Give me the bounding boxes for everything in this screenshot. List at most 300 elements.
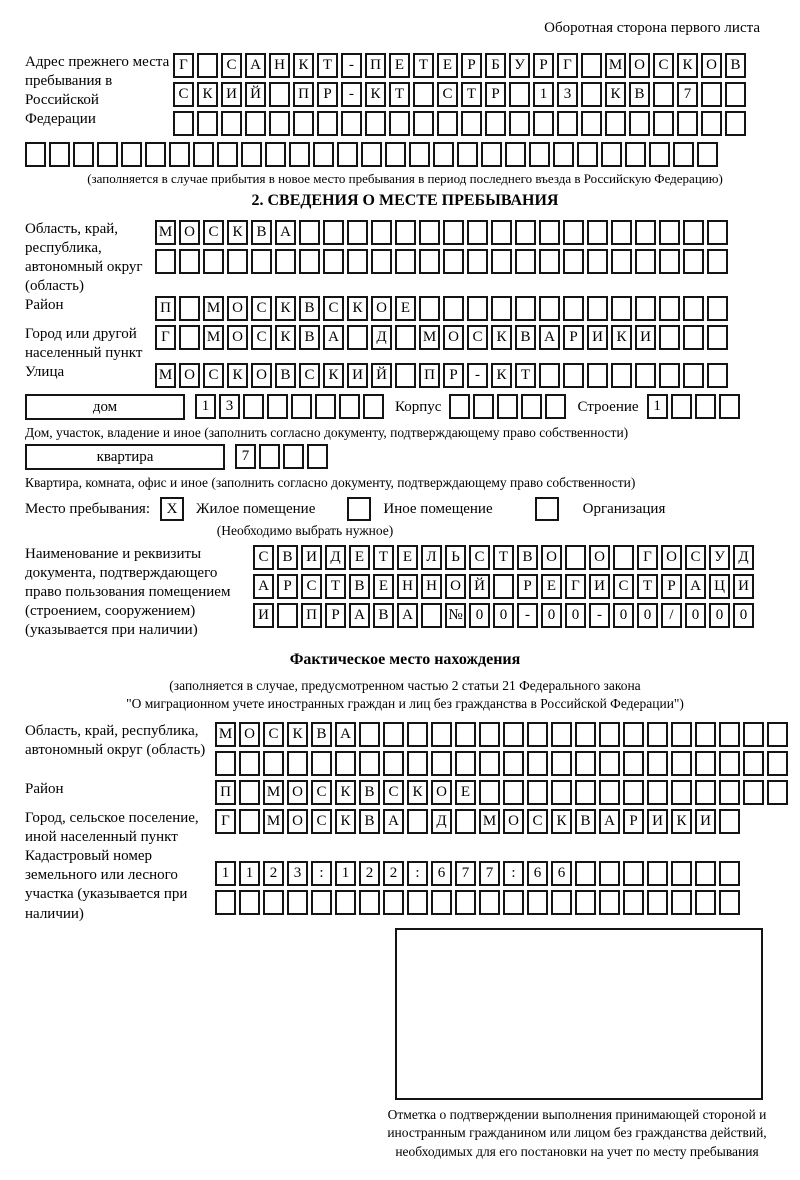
- char-box: С: [685, 545, 706, 570]
- char-box: [383, 722, 404, 747]
- char-box: И: [695, 809, 716, 834]
- char-box: №: [445, 603, 466, 628]
- char-box: [383, 751, 404, 776]
- char-box: [455, 751, 476, 776]
- prev-address-row2: [173, 82, 749, 107]
- char-box: П: [293, 82, 314, 107]
- char-box: Ь: [445, 545, 466, 570]
- char-box: [363, 394, 384, 419]
- char-box: [155, 249, 176, 274]
- char-box: [581, 82, 602, 107]
- field-prev-address: [25, 53, 785, 140]
- char-box: Р: [443, 363, 464, 388]
- char-box: Г: [565, 574, 586, 599]
- char-box: [551, 751, 572, 776]
- char-box: [701, 82, 722, 107]
- kadastr-label: Кадастровый номер земельного или лесного участка (указывается при наличии): [25, 848, 188, 922]
- char-box: Д: [431, 809, 452, 834]
- char-box: 1: [239, 861, 260, 886]
- char-box: [719, 861, 740, 886]
- char-box: Й: [371, 363, 392, 388]
- char-box: [719, 809, 740, 834]
- char-box: И: [647, 809, 668, 834]
- char-box: [695, 751, 716, 776]
- confirmation-stamp-caption: Отметка о подтверждении выполнения принимающей стороной и иностранным гражданином или лицом без гражданства действий, необходимых для его постановки на учет по месту пребывания: [387, 1106, 767, 1160]
- char-box: Т: [373, 545, 394, 570]
- char-box: [289, 142, 310, 167]
- char-box: [269, 111, 290, 136]
- factual-caption: [25, 677, 785, 715]
- field-gorod-factual: [25, 809, 785, 847]
- char-box: Й: [469, 574, 490, 599]
- raion-row: [155, 296, 731, 321]
- char-box: [743, 722, 764, 747]
- char-box: К: [551, 809, 572, 834]
- char-box: [509, 111, 530, 136]
- option-inoe-label: Иное помещение: [383, 500, 493, 517]
- char-box: К: [605, 82, 626, 107]
- char-box: [239, 890, 260, 915]
- char-box: Г: [557, 53, 578, 78]
- char-box: [563, 249, 584, 274]
- char-box: [671, 890, 692, 915]
- char-box: [659, 220, 680, 245]
- char-box: М: [215, 722, 236, 747]
- char-box: [515, 296, 536, 321]
- char-box: М: [155, 220, 176, 245]
- char-box: [467, 296, 488, 321]
- char-box: [449, 394, 470, 419]
- char-box: [503, 780, 524, 805]
- char-box: [395, 249, 416, 274]
- char-box: [505, 142, 526, 167]
- char-box: В: [515, 325, 536, 350]
- char-box: [243, 394, 264, 419]
- char-box: [275, 249, 296, 274]
- corner-note: Оборотная сторона первого листа: [544, 20, 760, 36]
- char-box: Г: [173, 53, 194, 78]
- char-box: 0: [541, 603, 562, 628]
- char-box: [263, 890, 284, 915]
- char-box: :: [503, 861, 524, 886]
- char-box: [311, 751, 332, 776]
- char-box: И: [589, 574, 610, 599]
- char-box: [339, 394, 360, 419]
- char-box: [623, 780, 644, 805]
- char-box: Т: [637, 574, 658, 599]
- char-box: [659, 249, 680, 274]
- char-box: А: [323, 325, 344, 350]
- oblast-factual-row2: [215, 751, 791, 776]
- dom-label-box: дом: [25, 394, 185, 420]
- char-box: [283, 444, 304, 469]
- doc-box-rows: [253, 545, 757, 632]
- char-box: [359, 722, 380, 747]
- char-box: [599, 751, 620, 776]
- char-box: [673, 142, 694, 167]
- field-doc: [25, 545, 785, 640]
- char-box: [251, 249, 272, 274]
- oblast-factual-box-rows: [215, 722, 791, 780]
- char-box: [719, 890, 740, 915]
- char-box: А: [349, 603, 370, 628]
- char-box: [767, 780, 788, 805]
- char-box: [179, 249, 200, 274]
- char-box: [347, 249, 368, 274]
- char-box: [725, 82, 746, 107]
- char-box: В: [517, 545, 538, 570]
- char-box: 2: [263, 861, 284, 886]
- char-box: [581, 53, 602, 78]
- char-box: [239, 780, 260, 805]
- char-box: [601, 142, 622, 167]
- dom-cells: [195, 394, 387, 419]
- char-box: С: [311, 809, 332, 834]
- kvartira-caption: Квартира, комната, офис и иное (заполнить согласно документу, подтверждающему право собственности): [25, 474, 636, 490]
- char-box: 3: [287, 861, 308, 886]
- char-box: К: [491, 325, 512, 350]
- char-box: [73, 142, 94, 167]
- char-box: [683, 249, 704, 274]
- char-box: М: [605, 53, 626, 78]
- char-box: [527, 780, 548, 805]
- char-box: [291, 394, 312, 419]
- char-box: [563, 296, 584, 321]
- char-box: [539, 363, 560, 388]
- char-box: [431, 751, 452, 776]
- option-zhiloe-label: Жилое помещение: [196, 500, 316, 517]
- char-box: [265, 142, 286, 167]
- prev-address-caption: (заполняется в случае прибытия в новое место пребывания в период последнего въезда в Российскую Федерацию): [87, 171, 723, 186]
- char-box: [649, 142, 670, 167]
- char-box: [419, 220, 440, 245]
- char-box: [365, 111, 386, 136]
- char-box: [625, 142, 646, 167]
- char-box: [267, 394, 288, 419]
- char-box: К: [671, 809, 692, 834]
- char-box: [457, 142, 478, 167]
- confirmation-stamp-box: [395, 928, 763, 1100]
- char-box: [299, 249, 320, 274]
- char-box: Г: [155, 325, 176, 350]
- prev-address-row3: [173, 111, 749, 136]
- char-box: 0: [709, 603, 730, 628]
- char-box: [383, 890, 404, 915]
- char-box: Е: [455, 780, 476, 805]
- char-box: [455, 722, 476, 747]
- char-box: К: [275, 325, 296, 350]
- char-box: [455, 809, 476, 834]
- kadastr-box-rows: [215, 847, 743, 919]
- char-box: [97, 142, 118, 167]
- char-box: Е: [395, 296, 416, 321]
- char-box: [481, 142, 502, 167]
- prev-address-row4: [25, 142, 785, 167]
- char-box: 1: [195, 394, 216, 419]
- stroenie-cells: [647, 394, 743, 419]
- char-box: [307, 444, 328, 469]
- char-box: [371, 249, 392, 274]
- char-box: [587, 220, 608, 245]
- char-box: [671, 861, 692, 886]
- char-box: О: [443, 325, 464, 350]
- char-box: Ц: [709, 574, 730, 599]
- char-box: Г: [215, 809, 236, 834]
- char-box: [419, 249, 440, 274]
- char-box: О: [251, 363, 272, 388]
- char-box: [611, 363, 632, 388]
- char-box: [437, 111, 458, 136]
- char-box: [629, 111, 650, 136]
- char-box: [635, 220, 656, 245]
- ulitsa-row: [155, 363, 731, 388]
- checkbox-zhiloe: X: [160, 497, 184, 521]
- char-box: С: [263, 722, 284, 747]
- char-box: П: [215, 780, 236, 805]
- char-box: [527, 890, 548, 915]
- char-box: Р: [325, 603, 346, 628]
- char-box: [347, 220, 368, 245]
- char-box: В: [349, 574, 370, 599]
- char-box: [707, 220, 728, 245]
- char-box: О: [661, 545, 682, 570]
- char-box: Е: [397, 545, 418, 570]
- char-box: С: [383, 780, 404, 805]
- char-box: [611, 220, 632, 245]
- char-box: [551, 722, 572, 747]
- char-box: [575, 890, 596, 915]
- char-box: 7: [677, 82, 698, 107]
- char-box: [503, 890, 524, 915]
- char-box: [565, 545, 586, 570]
- doc-row3: [253, 603, 757, 628]
- char-box: К: [335, 809, 356, 834]
- char-box: 3: [219, 394, 240, 419]
- char-box: К: [407, 780, 428, 805]
- char-box: Е: [437, 53, 458, 78]
- char-box: [767, 722, 788, 747]
- char-box: [683, 363, 704, 388]
- char-box: [121, 142, 142, 167]
- char-box: Й: [245, 82, 266, 107]
- char-box: [707, 363, 728, 388]
- char-box: [515, 220, 536, 245]
- char-box: [337, 142, 358, 167]
- char-box: [695, 890, 716, 915]
- kadastr-row1: [215, 861, 743, 886]
- char-box: [521, 394, 542, 419]
- char-box: А: [383, 809, 404, 834]
- char-box: [599, 722, 620, 747]
- char-box: Е: [541, 574, 562, 599]
- char-box: В: [373, 603, 394, 628]
- char-box: [707, 249, 728, 274]
- char-box: [317, 111, 338, 136]
- char-box: [719, 722, 740, 747]
- char-box: В: [359, 809, 380, 834]
- char-box: [563, 363, 584, 388]
- char-box: М: [203, 296, 224, 321]
- char-box: [695, 861, 716, 886]
- field-gorod: [25, 325, 785, 363]
- char-box: 6: [431, 861, 452, 886]
- char-box: [697, 142, 718, 167]
- char-box: -: [341, 53, 362, 78]
- char-box: [509, 82, 530, 107]
- char-box: [491, 249, 512, 274]
- char-box: К: [197, 82, 218, 107]
- prev-address-row1: [173, 53, 749, 78]
- char-box: [145, 142, 166, 167]
- char-box: [553, 142, 574, 167]
- char-box: [203, 249, 224, 274]
- char-box: К: [293, 53, 314, 78]
- char-box: [407, 751, 428, 776]
- char-box: [527, 722, 548, 747]
- char-box: О: [445, 574, 466, 599]
- char-box: [497, 394, 518, 419]
- char-box: С: [251, 325, 272, 350]
- char-box: [623, 751, 644, 776]
- char-box: [725, 111, 746, 136]
- char-box: С: [221, 53, 242, 78]
- char-box: 1: [215, 861, 236, 886]
- char-box: [575, 780, 596, 805]
- char-box: П: [365, 53, 386, 78]
- char-box: [503, 722, 524, 747]
- char-box: [371, 220, 392, 245]
- mesto-prebyvaniya-row: [25, 497, 785, 521]
- char-box: [323, 249, 344, 274]
- char-box: [25, 142, 46, 167]
- char-box: [623, 890, 644, 915]
- dom-row: [25, 394, 785, 422]
- char-box: А: [335, 722, 356, 747]
- char-box: [587, 249, 608, 274]
- char-box: [197, 111, 218, 136]
- korpus-label: Корпус: [395, 399, 442, 416]
- kvartira-label-box: квартира: [25, 444, 225, 470]
- char-box: [671, 751, 692, 776]
- char-box: [49, 142, 70, 167]
- char-box: П: [301, 603, 322, 628]
- char-box: [299, 220, 320, 245]
- char-box: [743, 751, 764, 776]
- char-box: 0: [733, 603, 754, 628]
- char-box: [277, 603, 298, 628]
- stroenie-label: Строение: [577, 399, 639, 416]
- char-box: [707, 325, 728, 350]
- char-box: С: [301, 574, 322, 599]
- char-box: [587, 296, 608, 321]
- char-box: Е: [349, 545, 370, 570]
- char-box: [533, 111, 554, 136]
- char-box: М: [155, 363, 176, 388]
- char-box: С: [251, 296, 272, 321]
- char-box: П: [419, 363, 440, 388]
- char-box: О: [239, 722, 260, 747]
- oblast-label: Область, край, республика, автономный округ (область): [25, 220, 143, 295]
- char-box: А: [539, 325, 560, 350]
- char-box: В: [725, 53, 746, 78]
- doc-label: Наименование и реквизиты документа, подтверждающего право пользования помещением (строением, сооружением) (указывается при наличии): [25, 546, 231, 639]
- char-box: [647, 780, 668, 805]
- char-box: [503, 751, 524, 776]
- char-box: С: [203, 220, 224, 245]
- char-box: К: [227, 220, 248, 245]
- ulitsa-label: Улица: [25, 364, 65, 381]
- char-box: К: [287, 722, 308, 747]
- char-box: Е: [389, 53, 410, 78]
- char-box: К: [491, 363, 512, 388]
- char-box: [323, 220, 344, 245]
- char-box: [695, 394, 716, 419]
- char-box: И: [635, 325, 656, 350]
- char-box: [613, 545, 634, 570]
- char-box: [659, 296, 680, 321]
- char-box: Т: [389, 82, 410, 107]
- char-box: 1: [647, 394, 668, 419]
- char-box: [575, 722, 596, 747]
- char-box: Р: [533, 53, 554, 78]
- char-box: К: [365, 82, 386, 107]
- char-box: [611, 249, 632, 274]
- char-box: [431, 890, 452, 915]
- char-box: [587, 363, 608, 388]
- char-box: И: [253, 603, 274, 628]
- char-box: М: [203, 325, 224, 350]
- char-box: 2: [383, 861, 404, 886]
- char-box: К: [323, 363, 344, 388]
- char-box: Н: [421, 574, 442, 599]
- char-box: [515, 249, 536, 274]
- field-raion: [25, 296, 785, 325]
- char-box: С: [653, 53, 674, 78]
- char-box: [653, 111, 674, 136]
- field-ulitsa: [25, 363, 785, 392]
- char-box: [701, 111, 722, 136]
- char-box: [479, 780, 500, 805]
- char-box: :: [407, 861, 428, 886]
- char-box: [193, 142, 214, 167]
- char-box: 3: [557, 82, 578, 107]
- char-box: [659, 363, 680, 388]
- char-box: 7: [235, 444, 256, 469]
- char-box: [241, 142, 262, 167]
- char-box: [239, 751, 260, 776]
- char-box: [677, 111, 698, 136]
- char-box: Л: [421, 545, 442, 570]
- char-box: [719, 780, 740, 805]
- kadastr-row2: [215, 890, 743, 915]
- char-box: [407, 722, 428, 747]
- gorod-factual-row: [215, 809, 743, 834]
- char-box: С: [613, 574, 634, 599]
- char-box: [239, 809, 260, 834]
- char-box: [491, 220, 512, 245]
- char-box: [217, 142, 238, 167]
- char-box: У: [709, 545, 730, 570]
- raion-factual-row: [215, 780, 791, 805]
- char-box: -: [467, 363, 488, 388]
- char-box: [493, 574, 514, 599]
- char-box: В: [275, 363, 296, 388]
- char-box: [407, 890, 428, 915]
- char-box: [179, 296, 200, 321]
- char-box: Р: [563, 325, 584, 350]
- char-box: [707, 296, 728, 321]
- char-box: 0: [685, 603, 706, 628]
